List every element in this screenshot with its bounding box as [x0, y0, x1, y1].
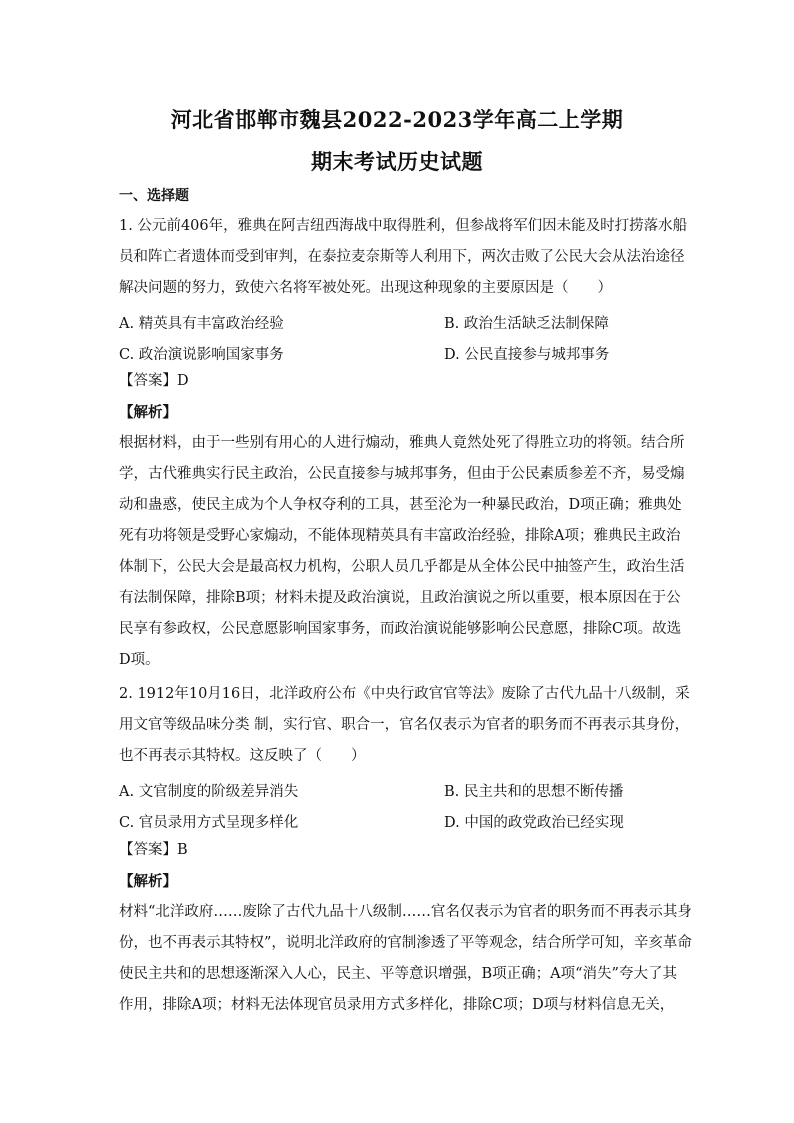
q2-answer: 【答案】B: [119, 842, 188, 858]
q2-option-d: D. 中国的政党政治已经实现: [444, 815, 624, 831]
q2-stem-line-3: 也不再表示其特权。这反映了（ ）: [119, 748, 366, 764]
q1-stem-line-1: 1. 公元前406年，雅典在阿吉纽西海战中取得胜利，但参战将军们因未能及时打捞落水船: [119, 218, 688, 234]
q1-analysis-label: 【解析】: [119, 404, 177, 421]
q2-analysis-line-4: 作用，排除A项；材料无法体现官员录用方式多样化，排除C项；D项与材料信息无关，: [119, 997, 675, 1013]
q1-analysis-line-6: 有法制保障，排除B项；材料未提及政治演说，且政治演说之所以重要，根本原因在于公: [119, 590, 681, 606]
q1-analysis-line-8: D项。: [119, 652, 160, 668]
q2-option-b: B. 民主共和的思想不断传播: [444, 784, 624, 800]
document-title-line-2: 期末考试历史试题: [311, 149, 483, 174]
q2-analysis-line-2: 份，也不再表示其特权”，说明北洋政府的官制渗透了平等观念，结合所学可知，辛亥革命: [119, 935, 692, 951]
q2-analysis-label: 【解析】: [119, 873, 177, 890]
q1-analysis-line-4: 死有功将领是受野心家煽动，不能体现精英具有丰富政治经验，排除A项；雅典民主政治: [119, 528, 681, 544]
q2-stem-line-1: 2. 1912年10月16日，北洋政府公布《中央行政官官等法》废除了古代九品十八级制，采: [119, 686, 690, 702]
q2-option-a: A. 文官制度的阶级差异消失: [119, 784, 299, 800]
q1-analysis-line-7: 民享有参政权，公民意愿影响国家事务，而政治演说能够影响公民意愿，排除C项。故选: [119, 621, 682, 637]
q1-stem-line-3: 解决问题的努力，致使六名将军被处死。出现这种现象的主要原因是（ ）: [119, 280, 612, 296]
q2-analysis-line-3: 使民主共和的思想逐渐深入人心，民主、平等意识增强，B项正确；A项“消失”夸大了其: [119, 966, 677, 982]
q1-answer: 【答案】D: [119, 373, 189, 389]
q1-option-b: B. 政治生活缺乏法制保障: [444, 316, 609, 332]
q1-analysis-line-3: 动和蛊惑，使民主成为个人争权夺利的工具，甚至沦为一种暴民政治，D项正确；雅典处: [119, 497, 682, 513]
q1-analysis-line-1: 根据材料，由于一些别有用心的人进行煽动，雅典人竟然处死了得胜立功的将领。结合所: [119, 435, 685, 451]
section-heading: 一、选择题: [119, 188, 189, 204]
q1-analysis-line-2: 学，古代雅典实行民主政治，公民直接参与城邦事务，但由于公民素质参差不齐，易受煽: [119, 466, 685, 482]
q1-stem-line-2: 员和阵亡者遗体而受到审判，在泰拉麦奈斯等人利用下，两次击败了公民大会从法治途径: [119, 249, 685, 265]
q1-option-a: A. 精英具有丰富政治经验: [119, 316, 284, 332]
q1-option-c: C. 政治演说影响国家事务: [119, 347, 284, 363]
document-title-line-1: 河北省邯郸市魏县2022-2023学年高二上学期: [170, 107, 624, 132]
q2-analysis-line-1: 材料“北洋政府……废除了古代九品十八级制……官名仅表示为官者的职务而不再表示其身: [119, 904, 692, 920]
q2-option-c: C. 官员录用方式呈现多样化: [119, 815, 299, 831]
q1-analysis-line-5: 体制下，公民大会是最高权力机构，公职人员几乎都是从全体公民中抽签产生，政治生活: [119, 559, 685, 575]
q1-option-d: D. 公民直接参与城邦事务: [444, 347, 610, 363]
q2-stem-line-2: 用文官等级品味分类 制，实行官、职合一，官名仅表示为官者的职务而不再表示其身份，: [119, 717, 690, 733]
